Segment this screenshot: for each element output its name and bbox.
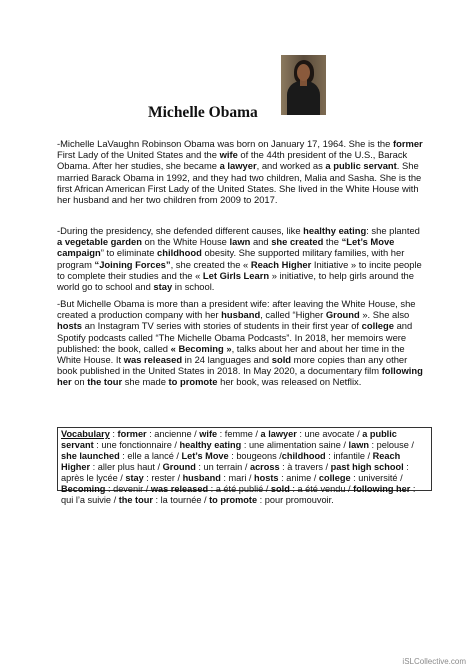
text-run: Initiative » to incite people to complete their studies and the « [57,258,422,281]
bold-term: wife [199,429,218,439]
vocabulary-box [57,427,432,505]
text-run: : après le lycée / [61,462,409,483]
bold-term: lawn [229,236,251,248]
text-run: : une avocate / [296,429,363,439]
bold-term: “Let’s Move campaign [57,236,395,259]
text-run: , called “Higher [260,309,326,321]
text-run: : pelouse / [368,440,414,450]
text-run: : elle a lancé / [119,451,182,461]
bold-term: Ground [325,309,360,321]
bold-term: “Joining Forces” [94,258,171,270]
bold-term: was released [150,484,209,494]
text-run: : devenir / [105,484,151,494]
bold-term: sold [270,484,290,494]
text-run: , talks about her and about her time in the White House. It [57,342,405,366]
bold-term: former [392,138,423,149]
bold-term: following her [353,484,411,494]
bold-term: hosts [254,473,279,483]
text-run: , she created the « [170,258,251,270]
bold-term: the tour [87,376,123,388]
bold-term: college [361,320,394,332]
text-run: ». She also [359,309,410,321]
bold-term: past high school [330,462,404,472]
bold-term: to promote [209,495,258,505]
bold-term: sold [271,354,292,366]
text-run: of the 44th president of the U.S., Barack Obama. After her studies, she became [57,149,408,172]
bold-term: husband [182,473,221,483]
text-run: obesity. She supported military families, with her program [57,247,405,270]
bold-term: Reach Higher [61,451,401,472]
bold-term: Becoming [61,484,106,494]
bold-term: Reach Higher [250,258,312,270]
bold-term: hosts [57,320,83,332]
bold-term: childhood [281,451,326,461]
text-run: the [323,236,342,248]
text-run: -But Michelle Obama is more than a president wife: after leaving the White House, she created a production company with her [57,298,416,321]
text-run: : femme / [217,429,261,439]
bold-term: was released [123,354,183,366]
text-run: : la tournée / [152,495,210,505]
text-run: : pour promouvoir. [257,495,334,505]
bold-term: Let’s Move [181,451,229,461]
text-run: : à travers / [279,462,331,472]
text-run: : aller plus haut / [90,462,163,472]
text-run: an Instagram TV series with stories of students in their first year of [82,320,362,332]
bold-term: she launched [61,451,120,461]
paragraph-presidency [57,225,427,292]
text-run: : une alimentation saine / [241,440,349,450]
text-run: on the White House [141,236,230,248]
paragraph-after-white-house [57,298,427,388]
text-run: and Spotify podcasts called “The Michelle Obama Podcasts”. In 2018, her memoirs were published: the book, called [57,320,413,354]
bold-term: a lawyer [260,429,297,439]
bold-term: healthy eating [303,225,367,236]
vocabulary-heading: Vocabulary [61,429,110,439]
text-run: First Lady of the United States and the [57,149,220,161]
bold-term: the tour [118,495,153,505]
text-run: her book, was released on Netflix. [217,376,362,388]
bold-term: a lawyer [219,160,257,172]
text-run: : université / [350,473,403,483]
portrait-photo [281,55,326,115]
bold-term: a vegetable garden [57,236,142,248]
bold-term: stay [153,281,173,293]
text-run: ” to eliminate [100,247,158,259]
bold-term: following her [57,365,423,388]
text-run: in school. [172,281,215,293]
text-run: on [71,376,88,388]
text-run: : mari / [220,473,255,483]
text-run: : anime / [278,473,319,483]
bold-term: « Becoming » [170,342,232,354]
bold-term: to promote [168,376,218,388]
text-run: , and worked as [256,160,326,172]
text-run: : un terrain / [195,462,250,472]
footer-watermark: iSLCollective.com [402,657,466,666]
page-title: Michelle Obama [148,104,258,121]
bold-term: a public servant [325,160,397,172]
bold-term: husband [221,309,261,321]
bold-term: she created [271,236,324,248]
bold-term: childhood [157,247,202,259]
paragraph-biography [57,138,427,205]
text-run: : a été vendu / [289,484,354,494]
text-run: and [250,236,272,248]
text-run: more copies than any other book published in the United States in 2018. In May 2020, a documentary film [57,354,408,377]
text-run: : she planted [366,225,420,236]
text-run: she made [122,376,169,388]
text-run: : bougeons / [228,451,282,461]
bold-term: lawn [348,440,369,450]
text-run: -Michelle LaVaughn Robinson Obama was born on January 17, 1964. She is the [57,138,393,149]
text-run: » initiative, to help girls around the world go to school and [57,269,414,293]
bold-term: Let Girls Learn [202,269,270,281]
bold-term: wife [219,149,238,161]
bold-term: college [318,473,351,483]
text-run: : ancienne / [146,429,200,439]
bold-term: Ground [162,462,196,472]
bold-term: a public servant [61,429,397,450]
bold-term: healthy eating [179,440,242,450]
text-run: : une fonctionnaire / [93,440,180,450]
text-run: : infantile / [325,451,373,461]
text-run: -During the presidency, she defended different causes, like [57,225,304,236]
text-run: . She married Barack Obama in 1992, and they had two children, Malia and Sasha. She is the first African American First Lady of the United States. She lived in the White House with her husband and her two children from 2009 to 2017. [57,160,422,206]
text-run: in 24 languages and [182,354,272,366]
bold-term: stay [125,473,144,483]
text-run: : [109,429,118,439]
bold-term: former [117,429,147,439]
text-run: : rester / [143,473,183,483]
text-run: : a été publié / [208,484,271,494]
bold-term: across [249,462,280,472]
text-run: : qui l’a suivie / [61,484,416,505]
